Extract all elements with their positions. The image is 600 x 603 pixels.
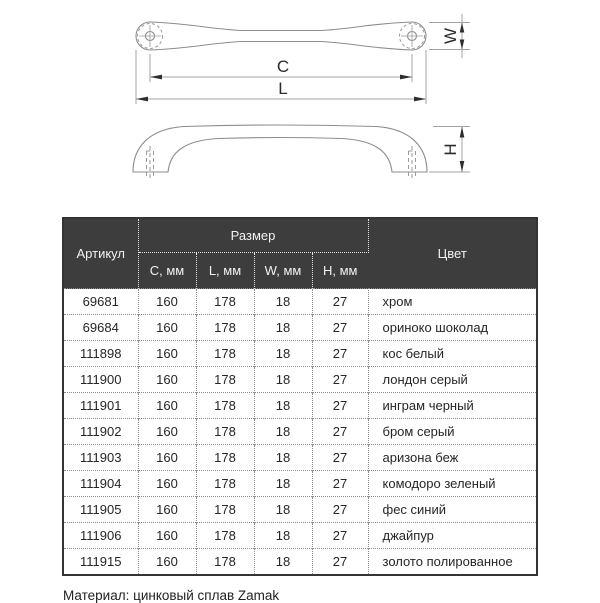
dim-h-cell: 27: [312, 289, 368, 315]
article-cell: 111900: [63, 367, 138, 393]
article-cell: 111904: [63, 471, 138, 497]
dim-h-cell: 27: [312, 367, 368, 393]
dim-h-cell: 27: [312, 497, 368, 523]
dimension-h-label: H: [440, 143, 460, 156]
dimension-c: [150, 54, 412, 82]
dimension-c-label: C: [276, 57, 290, 76]
dim-h-cell: 27: [312, 523, 368, 549]
dim-w-cell: 18: [254, 497, 312, 523]
dim-h-cell: 27: [312, 445, 368, 471]
color-cell: инграм черный: [368, 393, 537, 419]
dim-c-cell: 160: [138, 419, 196, 445]
article-cell: 111905: [63, 497, 138, 523]
dim-c-cell: 160: [138, 471, 196, 497]
dim-l-cell: 178: [196, 341, 254, 367]
table-row: [63, 523, 537, 549]
dim-h-cell: 27: [312, 419, 368, 445]
dim-l-cell: 178: [196, 367, 254, 393]
dim-c-cell: 160: [138, 393, 196, 419]
centermark-right-icon: [401, 25, 423, 47]
dim-c-cell: 160: [138, 367, 196, 393]
dim-l-cell: 178: [196, 315, 254, 341]
color-cell: комодоро зеленый: [368, 471, 537, 497]
header-article: Артикул: [63, 218, 138, 289]
article-cell: 69681: [63, 289, 138, 315]
dimension-w: [429, 14, 470, 58]
color-cell: бром серый: [368, 419, 537, 445]
dimension-w-label: W: [440, 27, 460, 45]
color-cell: кос белый: [368, 341, 537, 367]
dim-l-cell: 178: [196, 289, 254, 315]
table-row: [63, 471, 537, 497]
dim-l-cell: 178: [196, 523, 254, 549]
table-row: [63, 497, 537, 523]
header-color: Цвет: [368, 218, 537, 289]
color-cell: лондон серый: [368, 367, 537, 393]
header-dim-c: C, мм: [138, 253, 196, 289]
article-cell: 111906: [63, 523, 138, 549]
dimension-h: [429, 127, 470, 173]
handle-top-view: [136, 22, 426, 50]
header-dim-w: W, мм: [254, 253, 312, 289]
arrowhead-icon: [400, 75, 412, 80]
dim-w-cell: 18: [254, 393, 312, 419]
arrowhead-icon: [460, 23, 465, 33]
centermark-left-icon: [139, 25, 161, 47]
color-cell: джайпур: [368, 523, 537, 549]
color-cell: ориноко шоколад: [368, 315, 537, 341]
table-row: [63, 315, 537, 341]
dim-h-cell: 27: [312, 393, 368, 419]
article-cell: 111915: [63, 549, 138, 576]
technical-drawing: [0, 0, 600, 212]
arrowhead-icon: [150, 75, 162, 80]
table-row: [63, 289, 537, 315]
article-cell: 111898: [63, 341, 138, 367]
table-row: [63, 367, 537, 393]
table-row: [63, 549, 537, 576]
article-cell: 111901: [63, 393, 138, 419]
dim-h-cell: 27: [312, 315, 368, 341]
header-size-group: Размер: [138, 218, 368, 253]
dim-w-cell: 18: [254, 367, 312, 393]
dim-l-cell: 178: [196, 393, 254, 419]
dim-w-cell: 18: [254, 445, 312, 471]
color-cell: аризона беж: [368, 445, 537, 471]
arrowhead-icon: [460, 40, 465, 50]
dim-c-cell: 160: [138, 523, 196, 549]
dim-c-cell: 160: [138, 341, 196, 367]
dimension-l-label: L: [278, 79, 288, 98]
dim-c-cell: 160: [138, 315, 196, 341]
dim-c-cell: 160: [138, 289, 196, 315]
dim-w-cell: 18: [254, 315, 312, 341]
handle-side-view: [133, 125, 427, 181]
dim-l-cell: 178: [196, 471, 254, 497]
arrowhead-icon: [414, 97, 426, 102]
header-dim-l: L, мм: [196, 253, 254, 289]
spec-table: [62, 217, 538, 576]
dim-w-cell: 18: [254, 549, 312, 576]
arrowhead-icon: [460, 161, 465, 172]
arrowhead-icon: [460, 127, 465, 138]
color-cell: фес синий: [368, 497, 537, 523]
dim-w-cell: 18: [254, 419, 312, 445]
article-cell: 111902: [63, 419, 138, 445]
dim-l-cell: 178: [196, 445, 254, 471]
material-note: Материал: цинковый сплав Zamak: [63, 588, 280, 603]
article-cell: 69684: [63, 315, 138, 341]
dim-l-cell: 178: [196, 419, 254, 445]
color-cell: золото полированное: [368, 549, 537, 576]
dim-w-cell: 18: [254, 523, 312, 549]
dim-h-cell: 27: [312, 549, 368, 576]
table-row: [63, 393, 537, 419]
dim-h-cell: 27: [312, 471, 368, 497]
dim-h-cell: 27: [312, 341, 368, 367]
color-cell: хром: [368, 289, 537, 315]
header-dim-h: H, мм: [312, 253, 368, 289]
screw-post-left: [147, 146, 154, 181]
screw-post-right: [409, 146, 416, 181]
dim-w-cell: 18: [254, 471, 312, 497]
dim-c-cell: 160: [138, 445, 196, 471]
dim-c-cell: 160: [138, 549, 196, 576]
arrowhead-icon: [136, 97, 148, 102]
dim-l-cell: 178: [196, 497, 254, 523]
table-row: [63, 419, 537, 445]
dim-c-cell: 160: [138, 497, 196, 523]
header-row-top: [63, 218, 537, 253]
article-cell: 111903: [63, 445, 138, 471]
dim-w-cell: 18: [254, 341, 312, 367]
dim-l-cell: 178: [196, 549, 254, 576]
dim-w-cell: 18: [254, 289, 312, 315]
table-row: [63, 445, 537, 471]
table-row: [63, 341, 537, 367]
